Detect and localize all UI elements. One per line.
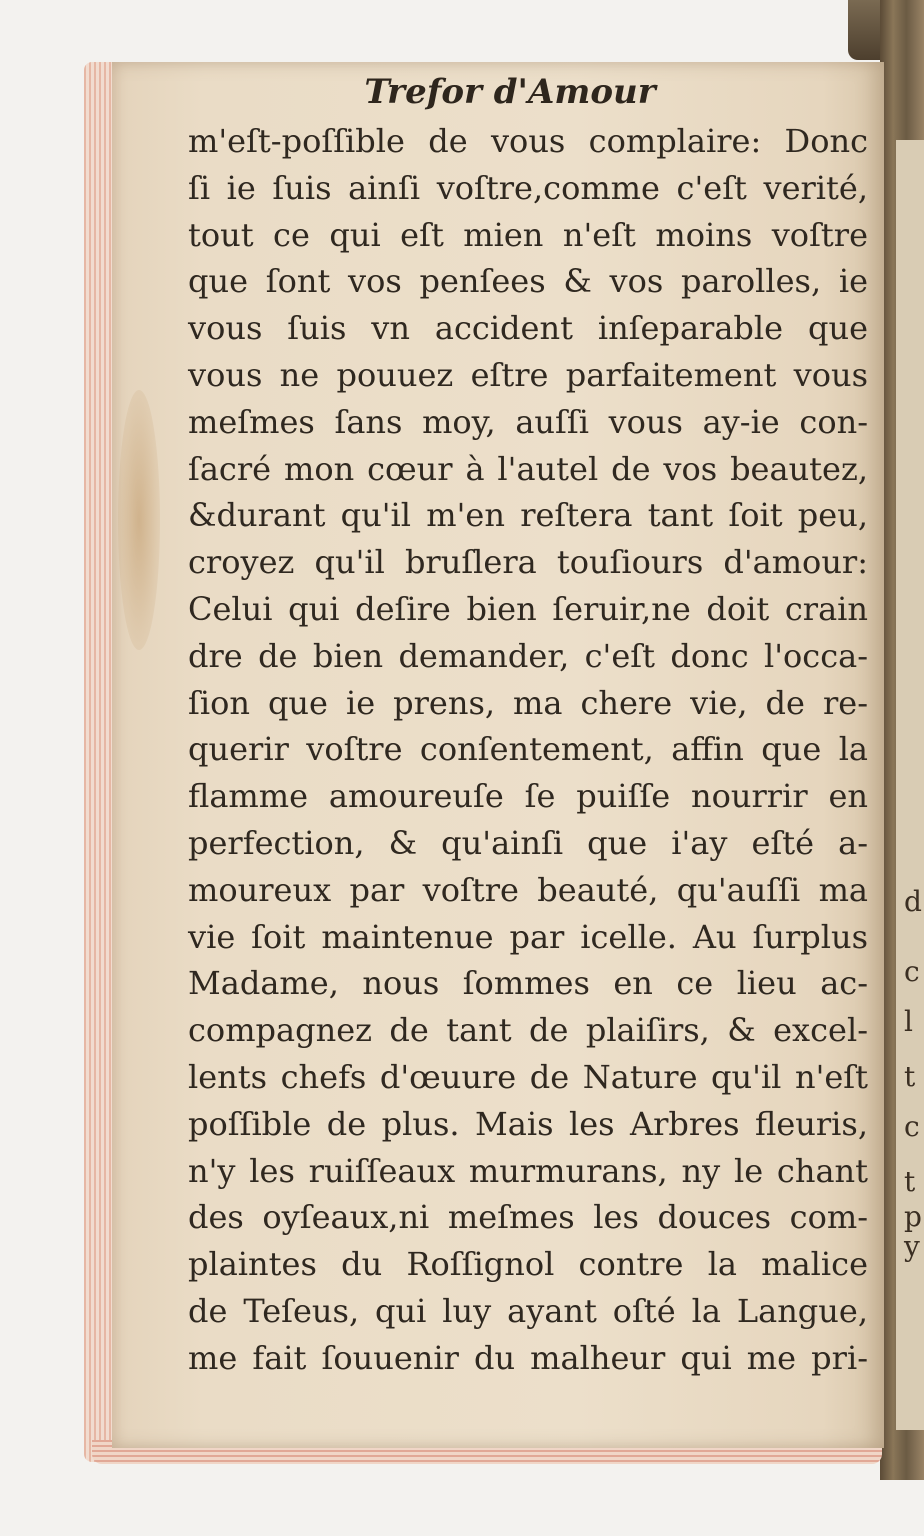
text-line: ſion que ie prens, ma chere vie, de re- (188, 683, 868, 722)
text-line: plaintes du Roſſignol contre la malice (188, 1245, 868, 1284)
text-line: vous ne pouuez eſtre parfaitement vous (188, 355, 868, 394)
text-line: perfection, & qu'ainſi que i'ay eſté a- (188, 823, 868, 862)
text-line: poſſible de plus. Mais les Arbres fleuris, (188, 1104, 868, 1143)
text-line: ſacré mon cœur à l'autel de vos beautez, (188, 449, 868, 488)
water-stain (118, 390, 160, 650)
text-line: flamme amoureuſe ſe puiſſe nourrir en (188, 777, 868, 816)
text-line: de Teſeus, qui luy ayant oſté la Langue, (188, 1291, 868, 1330)
text-line: croyez qu'il bruſlera touſiours d'amour: (188, 543, 868, 582)
next-page-fragment: c (904, 1110, 920, 1143)
text-line: ſi ie ſuis ainſi voſtre,comme c'eſt verité, (188, 168, 868, 207)
text-line: me fait ſouuenir du malheur qui me pri- (188, 1338, 868, 1377)
text-line: &durant qu'il m'en reſtera tant ſoit peu, (188, 496, 868, 535)
text-line: Celui qui deſire bien ſeruir,ne doit crain (188, 589, 868, 628)
running-head: Trefor d'Amour (364, 72, 656, 112)
next-page-fragment: d (904, 885, 922, 918)
next-page-fragment: c (904, 955, 920, 988)
next-page-strip (896, 140, 924, 1430)
text-line: moureux par voſtre beauté, qu'auſſi ma (188, 870, 868, 909)
text-line: m'eſt-poſſible de vous complaire: Donc (188, 122, 868, 160)
next-page-fragment: t (904, 1165, 916, 1198)
body-text (188, 118, 868, 1382)
text-line: tout ce qui eſt mien n'eſt moins voſtre (188, 215, 868, 254)
next-page-fragment: p (904, 1200, 922, 1233)
text-line: vous ſuis vn accident inſeparable que (188, 309, 868, 348)
next-page-fragment: l (904, 1005, 913, 1038)
next-page-fragment: y (904, 1230, 920, 1263)
text-line: n'y les ruiſſeaux murmurans, ny le chant (188, 1151, 868, 1190)
text-line: des oyſeaux,ni meſmes les douces com- (188, 1198, 868, 1237)
text-line: Madame, nous ſommes en ce lieu ac- (188, 964, 868, 1003)
next-page-fragment: t (904, 1060, 916, 1093)
text-line: compagnez de tant de plaiſirs, & excel- (188, 1011, 868, 1050)
text-line: querir voſtre conſentement, affin que la (188, 730, 868, 769)
text-line: dre de bien demander, c'eſt donc l'occa- (188, 636, 868, 675)
text-line: vie ſoit maintenue par icelle. Au ſurplus (188, 917, 868, 956)
text-line: meſmes ſans moy, auſſi vous ay-ie con- (188, 402, 868, 441)
text-line: que ſont vos penſees & vos parolles, ie (188, 262, 868, 301)
text-line: lents chefs d'œuure de Nature qu'il n'eſt (188, 1057, 868, 1096)
